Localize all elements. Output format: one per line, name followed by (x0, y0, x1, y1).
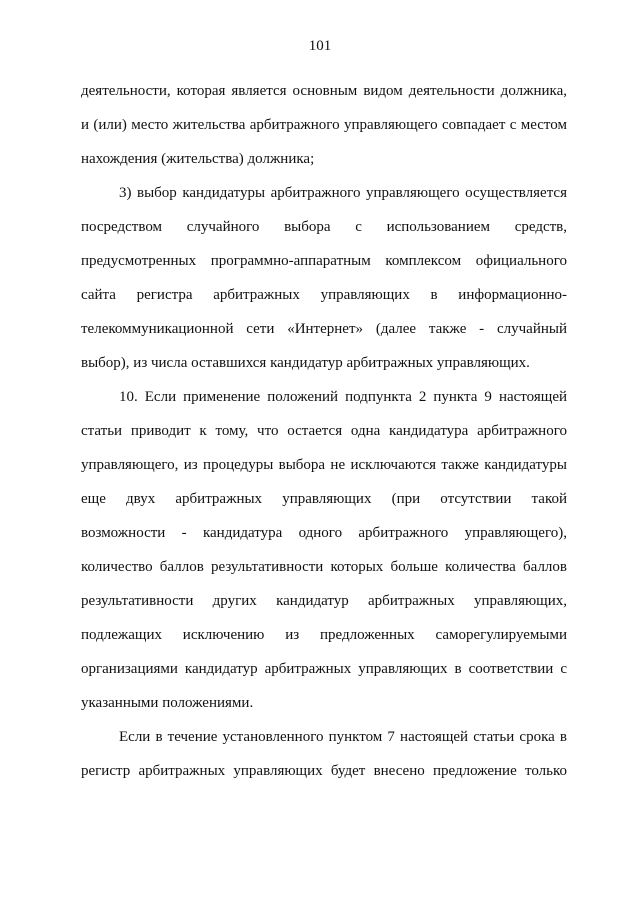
text-line: управляющего, из процедуры выбора не исключаются также кандидатуры (81, 457, 567, 473)
text-line: и (или) место жительства арбитражного управляющего совпадает с местом (81, 117, 567, 133)
text-line: сайта регистра арбитражных управляющих в информационно- (81, 287, 567, 303)
paragraph (81, 720, 567, 788)
text-line: посредством случайного выбора с использованием средств, (81, 219, 567, 235)
page-number: 101 (308, 38, 332, 54)
text-line: Если в течение установленного пунктом 7 настоящей статьи срока в (119, 729, 567, 745)
document-body (81, 74, 567, 788)
text-line: возможности - кандидатура одного арбитражного управляющего), (81, 525, 567, 541)
text-line: статьи приводит к тому, что остается одна кандидатура арбитражного (81, 423, 567, 439)
text-line: телекоммуникационной сети «Интернет» (далее также - случайный (81, 321, 567, 337)
paragraph (81, 74, 567, 176)
text-line: количество баллов результативности которых больше количества баллов (81, 559, 567, 575)
text-line: регистр арбитражных управляющих будет внесено предложение только (81, 763, 567, 779)
text-line: предусмотренных программно-аппаратным комплексом официального (81, 253, 567, 269)
text-line: результативности других кандидатур арбитражных управляющих, (81, 593, 567, 609)
text-line: указанными положениями. (81, 695, 254, 711)
text-line: 10. Если применение положений подпункта 2 пункта 9 настоящей (119, 389, 567, 405)
text-line: деятельности, которая является основным видом деятельности должника, (81, 83, 567, 99)
text-line: подлежащих исключению из предложенных саморегулируемыми (81, 627, 567, 643)
text-line: нахождения (жительства) должника; (81, 151, 315, 167)
text-line: 3) выбор кандидатуры арбитражного управляющего осуществляется (119, 185, 567, 201)
text-line: еще двух арбитражных управляющих (при отсутствии такой (81, 491, 567, 507)
paragraph (81, 380, 567, 720)
text-line: организациями кандидатур арбитражных управляющих в соответствии с (81, 661, 567, 677)
paragraph (81, 176, 567, 380)
text-line: выбор), из числа оставшихся кандидатур арбитражных управляющих. (81, 355, 530, 371)
